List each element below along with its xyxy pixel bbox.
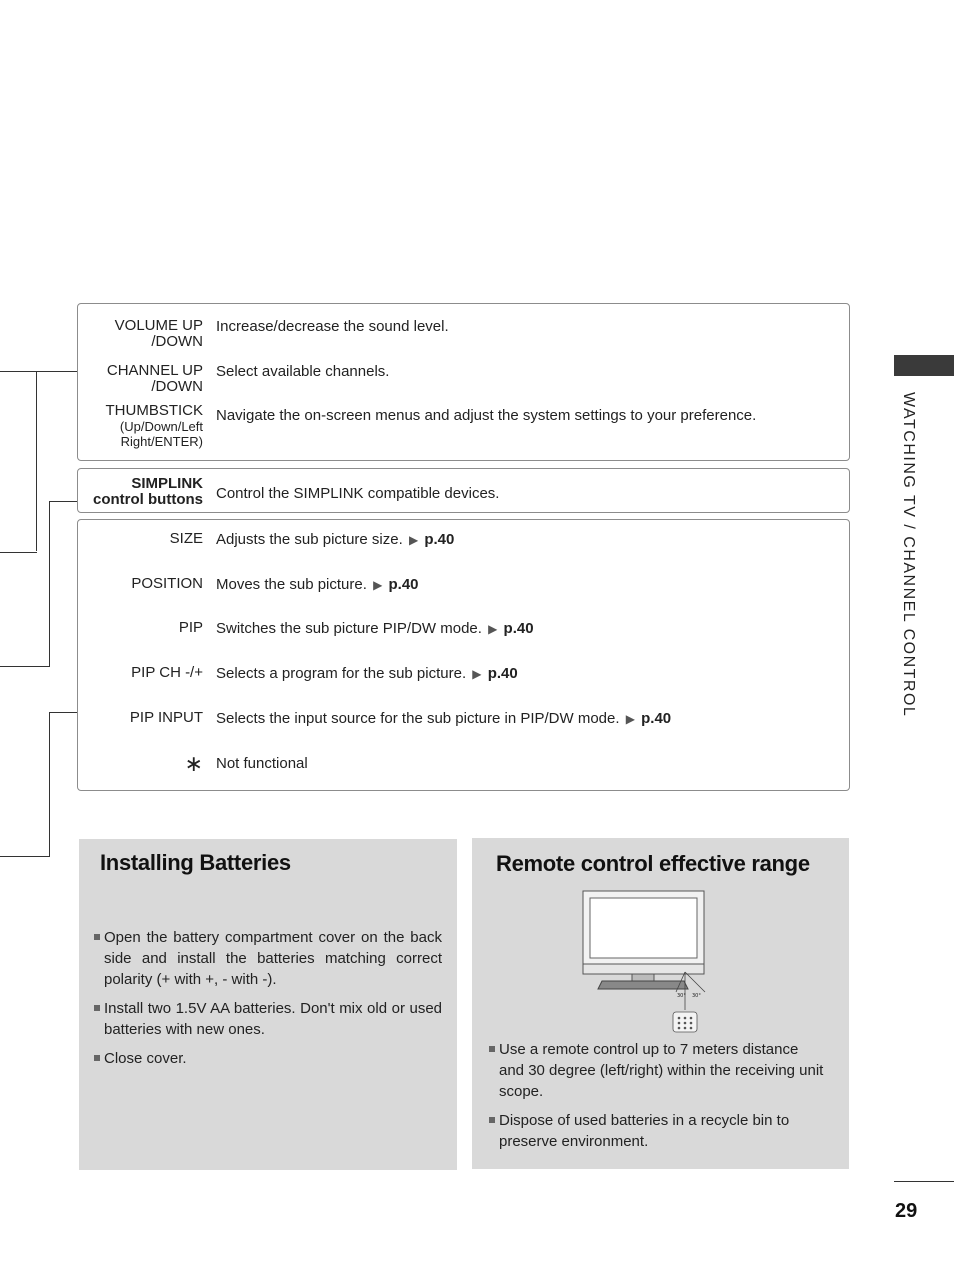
connector-line-2-top (49, 501, 77, 502)
key-thumbstick-line3: Right/ENTER) (120, 434, 203, 449)
section-tab-marker (894, 355, 954, 376)
key-volume (115, 318, 203, 350)
list-item (489, 1039, 824, 1102)
page-ref-size: p.40 (424, 531, 455, 548)
key-channel (107, 363, 203, 395)
key-pip-input: PIP INPUT (129, 709, 203, 726)
key-simplink-line2: control buttons (93, 491, 203, 508)
desc-pip-input-text: Selects the input source for the sub picture in PIP/DW mode. (216, 710, 620, 727)
arrow-right-icon: ▶ (408, 533, 419, 547)
button-group-simplink (77, 468, 850, 513)
arrow-right-icon: ▶ (472, 667, 482, 681)
bullet-square-icon (489, 1046, 495, 1052)
key-simplink (93, 476, 203, 508)
key-position: POSITION (131, 575, 203, 592)
key-thumbstick-line1: THUMBSTICK (105, 402, 203, 419)
page-ref-pip-input: p.40 (641, 710, 672, 727)
section-side-label: WATCHING TV / CHANNEL CONTROL (900, 392, 917, 718)
installing-batteries-title: Installing Batteries (100, 850, 291, 875)
remote-range-list (489, 1039, 824, 1160)
bullet-square-icon (94, 934, 100, 940)
connector-line-1-top (36, 371, 77, 372)
key-channel-line1: CHANNEL UP (106, 362, 203, 379)
key-pip-ch: PIP CH -/+ (131, 664, 203, 681)
bullet-square-icon (94, 1005, 100, 1011)
page-ref-pip-ch: p.40 (487, 665, 518, 682)
connector-line-2 (0, 666, 50, 667)
angle-right-label: 30° (692, 993, 701, 999)
connector-line-3-vertical (49, 712, 50, 857)
remote-range-title: Remote control effective range (496, 851, 810, 876)
desc-position-text: Moves the sub picture. (216, 576, 367, 593)
connector-line-3-top (49, 712, 77, 713)
key-simplink-line1: SIMPLINK (131, 475, 203, 492)
key-volume-line1: VOLUME UP (114, 317, 203, 334)
desc-position (216, 576, 419, 594)
key-size: SIZE (169, 530, 203, 547)
list-item (94, 1048, 442, 1069)
page-number-rule (894, 1181, 954, 1182)
page-ref-position: p.40 (388, 576, 419, 593)
desc-star: Not functional (216, 755, 308, 772)
key-thumbstick-line2: (Up/Down/Left (119, 419, 203, 434)
list-item (94, 998, 442, 1040)
desc-pip-input (216, 710, 671, 728)
desc-pip-text: Switches the sub picture PIP/DW mode. (216, 620, 482, 637)
arrow-right-icon: ▶ (488, 622, 498, 636)
key-volume-line2: /DOWN (151, 333, 203, 350)
bullet-text: Use a remote control up to 7 meters distance and 30 degree (left/right) within the receiving unit scope. (499, 1041, 824, 1100)
page-number: 29 (895, 1200, 918, 1222)
arrow-right-icon: ▶ (373, 578, 383, 592)
key-channel-line2: /DOWN (151, 378, 203, 395)
list-item (489, 1110, 824, 1152)
installing-batteries-panel (79, 839, 457, 1170)
button-group-volume-channel (77, 303, 850, 461)
desc-pip (216, 620, 534, 638)
desc-thumbstick: Navigate the on-screen menus and adjust the system settings to your preference. (216, 407, 757, 424)
bullet-square-icon (94, 1055, 100, 1061)
remote-range-panel (472, 838, 849, 1169)
desc-pip-ch (216, 665, 518, 683)
installing-batteries-list (94, 927, 442, 1077)
connector-line-1-vertical (36, 371, 37, 551)
angle-left-label: 30° (677, 993, 686, 999)
connector-line-1 (0, 371, 37, 553)
bullet-text: Open the battery compartment cover on the back side and install the batteries matching correct polarity (+ with +, - with -). (104, 929, 442, 988)
arrow-right-icon: ▶ (625, 712, 635, 726)
page-ref-pip: p.40 (503, 620, 534, 637)
bullet-text: Close cover. (104, 1050, 187, 1067)
bullet-text: Dispose of used batteries in a recycle bin to preserve environment. (499, 1112, 790, 1150)
desc-size (216, 531, 454, 549)
bullet-square-icon (489, 1117, 495, 1123)
desc-simplink: Control the SIMPLINK compatible devices. (216, 485, 500, 502)
desc-volume: Increase/decrease the sound level. (216, 318, 449, 335)
bullet-text: Install two 1.5V AA batteries. Don't mix old or used batteries with new ones. (104, 1000, 442, 1038)
desc-size-text: Adjusts the sub picture size. (216, 531, 403, 548)
asterisk-icon: ∗ (184, 751, 203, 776)
button-group-pip (77, 519, 850, 791)
list-item (94, 927, 442, 990)
desc-pip-ch-text: Selects a program for the sub picture. (216, 665, 467, 682)
connector-line-2-vertical (49, 501, 50, 667)
desc-channel: Select available channels. (216, 363, 390, 380)
connector-line-3 (0, 856, 50, 857)
tv-remote-range-diagram (580, 888, 720, 1038)
key-pip: PIP (178, 619, 203, 636)
key-thumbstick (106, 403, 204, 449)
remote-control-icon (673, 1012, 697, 1032)
